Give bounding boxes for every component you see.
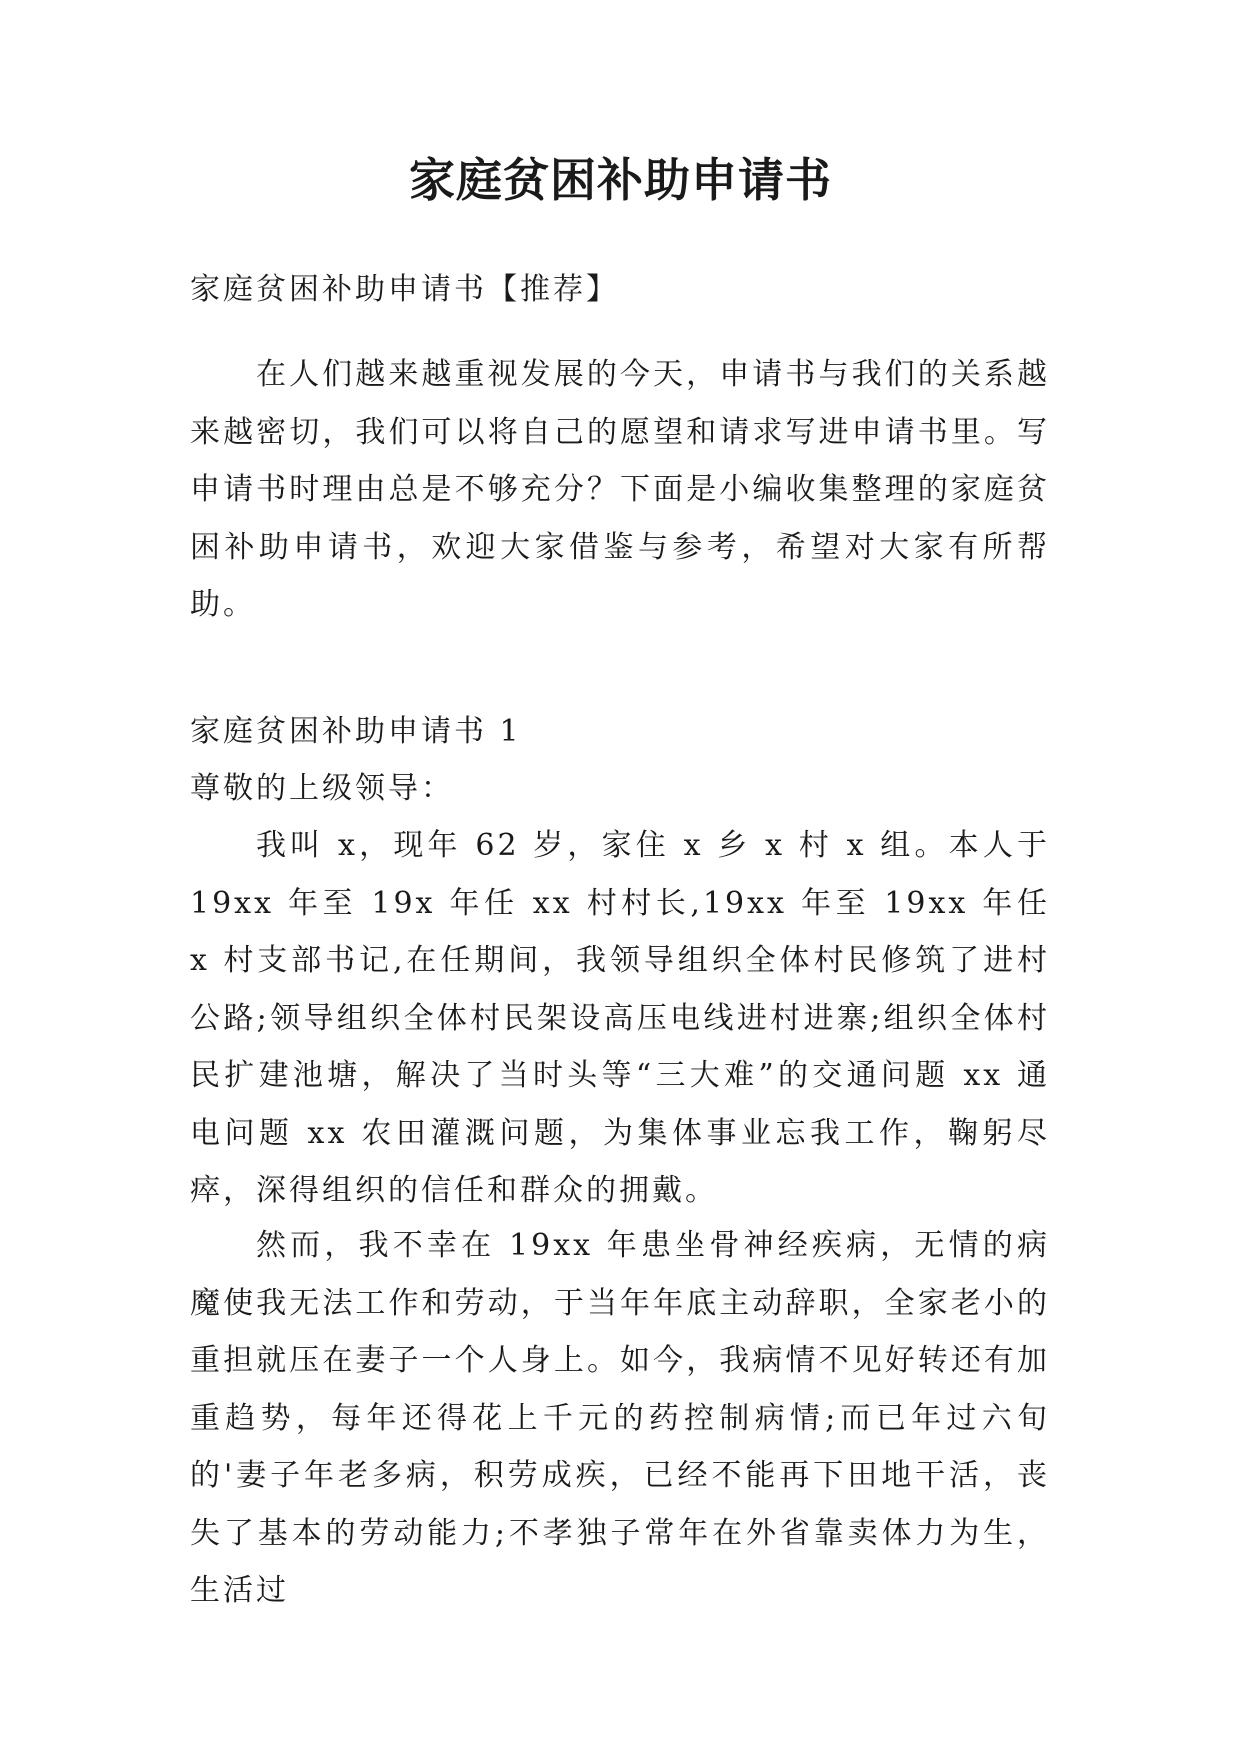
body-paragraph-1: 我叫 x，现年 62 岁，家住 x 乡 x 村 x 组。本人于 19xx 年至 19x 年任 xx 村村长,19xx 年至 19xx 年任 x 村支部书记,在任期间，我领导组织全体村民修筑了进村公路;领导组织全体村民架设高压电线进村进寨;组织全体村民扩建池塘，解决了当时头等“三大难”的交通问题 xx 通电问题 xx 农田灌溉问题，为集体事业忘我工作，鞠躬尽瘁，深得组织的信任和群众的拥戴。 bbox=[190, 828, 1050, 1208]
document-subtitle: 家庭贫困补助申请书【推荐】 bbox=[190, 272, 619, 307]
document-title: 家庭贫困补助申请书 bbox=[409, 153, 832, 207]
intro-paragraph: 在人们越来越重视发展的今天，申请书与我们的关系越来越密切，我们可以将自己的愿望和请求写进申请书里。写申请书时理由总是不够充分？下面是小编收集整理的家庭贫困补助申请书，欢迎大家借鉴与参考，希望对大家有所帮助。 bbox=[190, 357, 1050, 622]
body-paragraph-2: 然而，我不幸在 19xx 年患坐骨神经疾病，无情的病魔使我无法工作和劳动，于当年年底主动辞职，全家老小的重担就压在妻子一个人身上。如今，我病情不见好转还有加重趋势，每年还得花上千元的药控制病情;而已年过六旬的'妻子年老多病，积劳成疾，已经不能再下田地干活，丧失了基本的劳动能力;不孝独子常年在外省靠卖体力为生，生活过 bbox=[190, 1228, 1050, 1608]
salutation: 尊敬的上级领导： bbox=[190, 771, 454, 806]
section-heading: 家庭贫困补助申请书 1 bbox=[190, 714, 522, 749]
